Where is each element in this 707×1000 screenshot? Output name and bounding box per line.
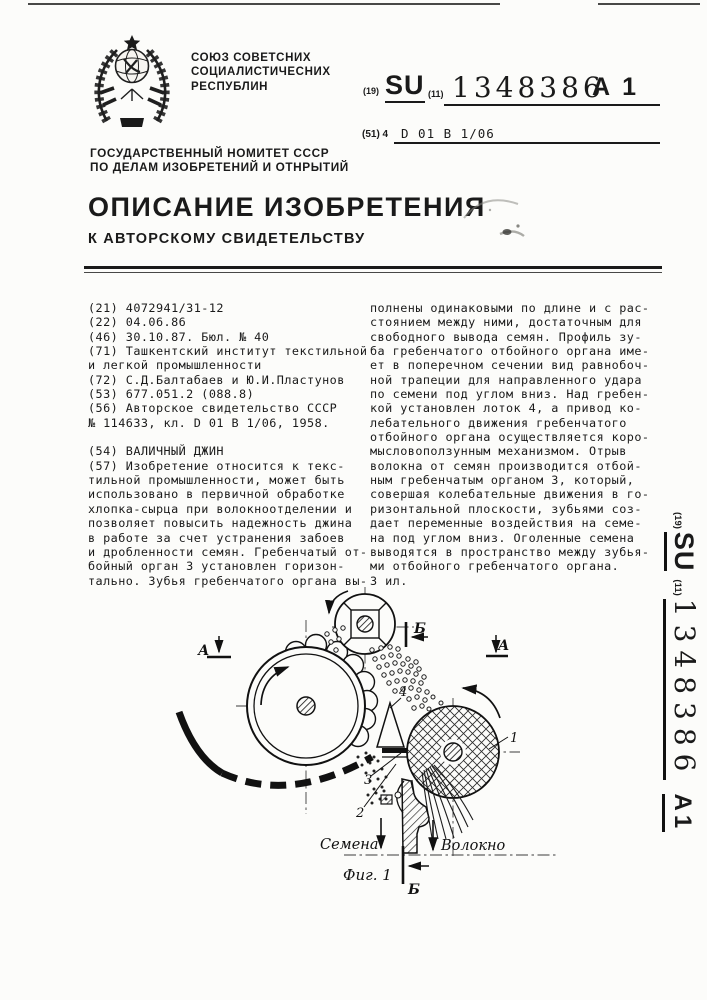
text-line: и дробленности семян. Гребенчатый от- [88, 544, 368, 559]
callout-2: 2 [356, 806, 365, 821]
text-line: мысловоползунным механизмом. Отрыв [370, 444, 627, 459]
label-seeds: Семена [320, 837, 379, 853]
side-code-11: (11) [672, 579, 683, 596]
side-patent-number: 1348386 [663, 599, 701, 780]
code-19: (19) [363, 86, 380, 96]
text-line: ГОСУДАРСТВЕННЫЙ НОМИТЕТ СССР [90, 146, 330, 160]
ink-smudge [460, 188, 540, 252]
text-line: РЕСПУБЛИН [191, 80, 269, 93]
text-line: ПО ДЕЛАМ ИЗОБРЕТЕНИЙ И ОТНРЫТИЙ [90, 160, 349, 175]
text-line: в работе за счет устранения забоев [88, 530, 345, 545]
text-line: ба гребенчатого отбойного органа име- [370, 344, 650, 359]
text-line: (72) С.Д.Балтабаев и Ю.И.Пластунов [88, 372, 345, 387]
text-line: свободного вывода семян. Профиль зу- [370, 329, 642, 344]
ipc-underline [394, 142, 660, 144]
page-title: ОПИСАНИЕ ИЗОБРЕТЕНИЯ [88, 192, 486, 222]
tray [377, 703, 404, 747]
number-underline [444, 104, 660, 106]
text-line: (54) ВАЛИЧНЫЙ ДЖИН [88, 444, 224, 459]
text-line: бойный орган 3 установлен горизон- [88, 559, 345, 574]
callout-1: 1 [510, 731, 519, 746]
text-line [88, 430, 370, 444]
figure-caption: Фиг. 1 [343, 866, 392, 884]
text-line: ет в поперечном сечении вид равнобоч- [370, 358, 650, 373]
text-line: (53) 677.051.2 (088.8) [88, 387, 255, 402]
text-line: ми отбойного гребенчатого органа. [370, 559, 620, 574]
gin-drum [247, 647, 365, 765]
text-line: позволяет повысить надежность джина [88, 516, 353, 531]
text-line: СОЮЗ СОВЕТСНИХ [191, 52, 312, 64]
union-name [191, 51, 331, 94]
state-committee [90, 146, 349, 175]
side-country-code: SU [664, 532, 699, 572]
page-edge-line-2 [598, 3, 700, 5]
seed-knife [381, 779, 429, 853]
text-line: лебательного движения гребенчатого [370, 415, 627, 430]
ribbon-base [120, 118, 144, 127]
text-line: (21) 4072941/31-12 [88, 301, 224, 315]
drum-shaft [297, 697, 315, 715]
figure-1-drawing [138, 578, 582, 900]
patent-kind: A 1 [592, 73, 639, 101]
text-line: (57) Изобретение относится к текс- [88, 458, 345, 473]
text-line: (22) 04.06.86 [88, 315, 187, 330]
text-line: полнены одинаковыми по длине и с рас- [370, 301, 650, 315]
page-edge-line [28, 3, 500, 5]
tooth-section [381, 795, 392, 804]
text-line: тильной промышленности, может быть [88, 473, 345, 488]
text-line: волокна от семян производится отбой- [370, 458, 642, 473]
text-line: СОЦИАЛИСТИЧЕСНИХ [191, 66, 331, 79]
left-column [88, 301, 370, 588]
code-11: (11) [428, 89, 444, 99]
side-patent-kind: A1 [662, 794, 696, 833]
text-line: дает переменные воздействия на семе- [370, 516, 642, 531]
ipc-class: D 01 B 1/06 [401, 126, 495, 141]
text-line: выводятся в пространство между зубья- [370, 544, 650, 559]
text-line: (46) 30.10.87. Бюл. № 40 [88, 329, 270, 344]
label-b-bottom: Б [408, 882, 420, 898]
text-line: на под углом вниз. Оголенные семена [370, 530, 635, 545]
text-line: кой установлен лоток 4, а привод ко- [370, 401, 642, 416]
text-line: использовано в первичной обработке [88, 487, 345, 502]
label-a-left: А [198, 643, 210, 659]
roller-shaft [444, 743, 462, 761]
text-line: совершая колебательные движения в го- [370, 487, 650, 502]
text-line: (56) Авторское свидетельство СССР [88, 401, 338, 416]
text-line: (71) Ташкентский институт текстильной [88, 344, 368, 359]
comb-bar [382, 748, 407, 753]
text-line: хлопка-сырца при волокноотделении и [88, 501, 353, 516]
page-subtitle: К АВТОРСКОМУ СВИДЕТЕЛЬСТВУ [88, 231, 366, 247]
label-b-top: Б [414, 621, 426, 637]
header-rule-thick [84, 266, 662, 269]
text-line: ным гребенчатым органом 3, который, [370, 473, 635, 488]
text-line: № 114633, кл. D 01 B 1/06, 1958. [88, 415, 330, 430]
side-patent-label [662, 512, 701, 884]
text-line: 3 ил. [370, 573, 408, 588]
right-column [370, 301, 656, 588]
text-line: стоянием между ними, достаточным для [370, 315, 642, 330]
ussr-coat-of-arms [87, 33, 177, 129]
text-line: отбойного органа осуществляется коро- [370, 430, 650, 445]
text-line: и легкой промышленности [88, 358, 262, 373]
star-icon [124, 35, 140, 50]
country-code-su: SU [385, 72, 425, 103]
text-line: ризонтальной плоскости, зубьями соз- [370, 501, 642, 516]
patent-number: 1348386 [452, 71, 605, 104]
callout-4: 4 [399, 685, 408, 700]
label-a-right: А [498, 638, 510, 654]
text-line: ной трапеции для направленного удара [370, 372, 642, 387]
text-line: по семени под углом вниз. Над гребен- [370, 387, 650, 402]
header-rule-thin [84, 272, 662, 273]
side-code-19: (19) [672, 512, 683, 529]
label-fiber: Волокно [441, 838, 506, 854]
code-51: (51) 4 [362, 129, 389, 140]
sun-rays [121, 89, 143, 101]
text-line: тально. Зубья гребенчатого органа вы- [88, 573, 368, 588]
callout-3: 3 [364, 773, 373, 788]
beater-shaft [357, 616, 373, 632]
